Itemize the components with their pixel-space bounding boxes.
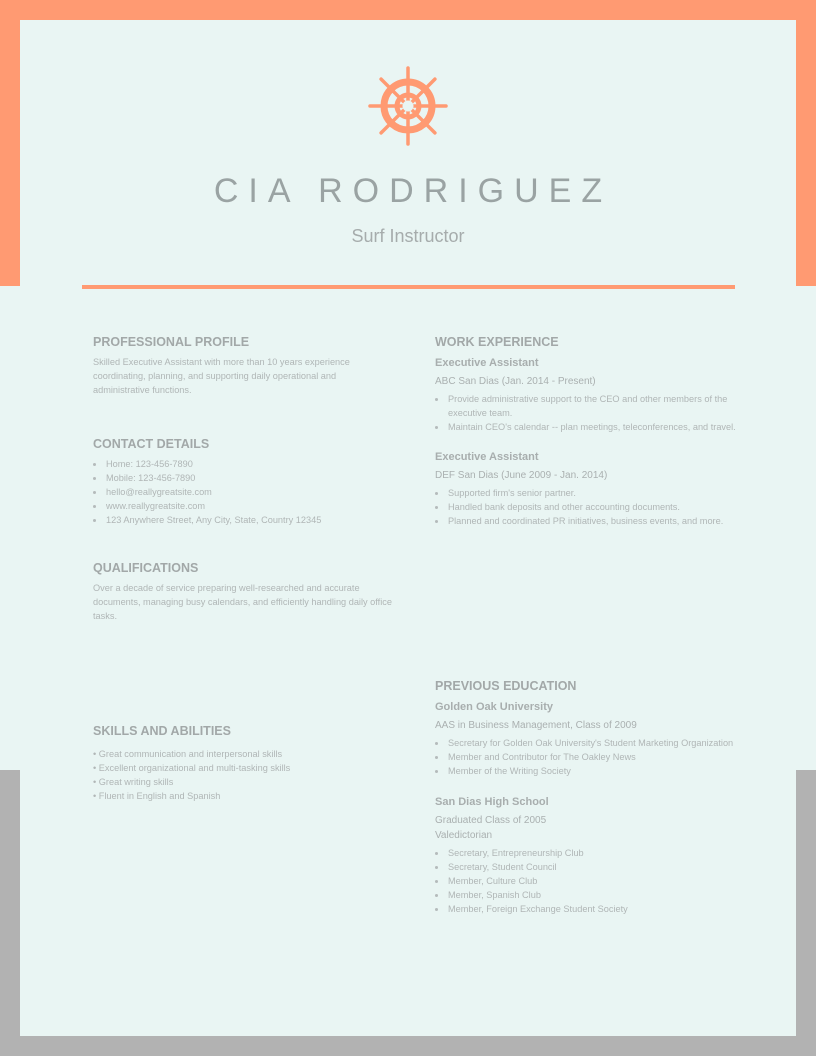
header-divider (82, 285, 735, 289)
job-company: DEF San Dias (June 2009 - Jan. 2014) (435, 470, 608, 481)
skill-item: • Excellent organizational and multi-tasking skills (93, 763, 291, 773)
ship-wheel-icon (368, 66, 448, 146)
contact-home: Home: 123-456-7890 (93, 457, 383, 471)
school-bullet: Secretary for Golden Oak University's Student Marketing Organization (435, 736, 735, 750)
qualifications-text: Over a decade of service preparing well-researched and accurate documents, managing busy calendars, and efficiently handling daily office tasks. (93, 583, 392, 621)
school-bullet: Member of the Writing Society (435, 764, 735, 778)
skill-item: • Fluent in English and Spanish (93, 791, 221, 801)
school-bullet: Secretary, Student Council (435, 860, 735, 874)
skills-heading: SKILLS AND ABILITIES (93, 724, 231, 738)
school-name: San Dias High School (435, 796, 549, 808)
job-bullets (435, 392, 745, 434)
job-role: Executive Assistant (435, 357, 539, 369)
school-entry (435, 796, 735, 916)
job-bullet: Provide administrative support to the CEO and other members of the executive team. (435, 392, 745, 420)
school-bullet: Secretary, Entrepreneurship Club (435, 846, 735, 860)
job-role: Executive Assistant (435, 451, 539, 463)
work-section (435, 335, 745, 528)
job-title: Surf Instructor (351, 226, 465, 246)
school-bullet: Member, Spanish Club (435, 888, 735, 902)
school-detail: Valedictorian (435, 830, 493, 841)
profile-heading: PROFESSIONAL PROFILE (93, 335, 250, 349)
contact-address: 123 Anywhere Street, Any City, State, Country 12345 (93, 513, 383, 527)
work-heading: WORK EXPERIENCE (435, 335, 559, 349)
skill-item: • Great writing skills (93, 777, 174, 787)
skills-list (93, 747, 383, 803)
school-bullets (435, 736, 735, 778)
contact-list (93, 457, 383, 527)
qualifications-section (93, 561, 393, 623)
school-bullet: Member and Contributor for The Oakley News (435, 750, 735, 764)
contact-section (93, 437, 383, 527)
skill-item: • Great communication and interpersonal skills (93, 749, 283, 759)
job-bullet: Handled bank deposits and other accounting documents. (435, 500, 745, 514)
job-entry (435, 451, 745, 528)
job-bullet: Supported firm's senior partner. (435, 486, 745, 500)
job-company: ABC San Dias (Jan. 2014 - Present) (435, 376, 596, 387)
contact-website: www.reallygreatsite.com (93, 499, 383, 513)
education-heading: PREVIOUS EDUCATION (435, 679, 577, 693)
skills-section (93, 724, 383, 803)
school-detail: AAS in Business Management, Class of 2009 (435, 720, 637, 731)
profile-section (93, 335, 383, 397)
school-name: Golden Oak University (435, 701, 553, 713)
job-bullets (435, 486, 745, 528)
school-bullets (435, 846, 735, 916)
school-bullet: Member, Foreign Exchange Student Society (435, 902, 735, 916)
contact-heading: CONTACT DETAILS (93, 437, 210, 451)
contact-mobile: Mobile: 123-456-7890 (93, 471, 383, 485)
school-entry (435, 701, 735, 778)
job-bullet: Planned and coordinated PR initiatives, business events, and more. (435, 514, 745, 528)
education-section (435, 679, 735, 916)
school-detail: Graduated Class of 2005 (435, 815, 547, 826)
job-bullet: Maintain CEO's calendar -- plan meetings, teleconferences, and travel. (435, 420, 745, 434)
profile-text: Skilled Executive Assistant with more than 10 years experience coordinating, planning, and supporting daily operational and administrative functions. (93, 357, 350, 395)
school-bullet: Member, Culture Club (435, 874, 735, 888)
qualifications-heading: QUALIFICATIONS (93, 561, 199, 575)
candidate-name: CIA RODRIGUEZ (213, 172, 613, 210)
job-entry (435, 357, 745, 434)
contact-email: hello@reallygreatsite.com (93, 485, 383, 499)
